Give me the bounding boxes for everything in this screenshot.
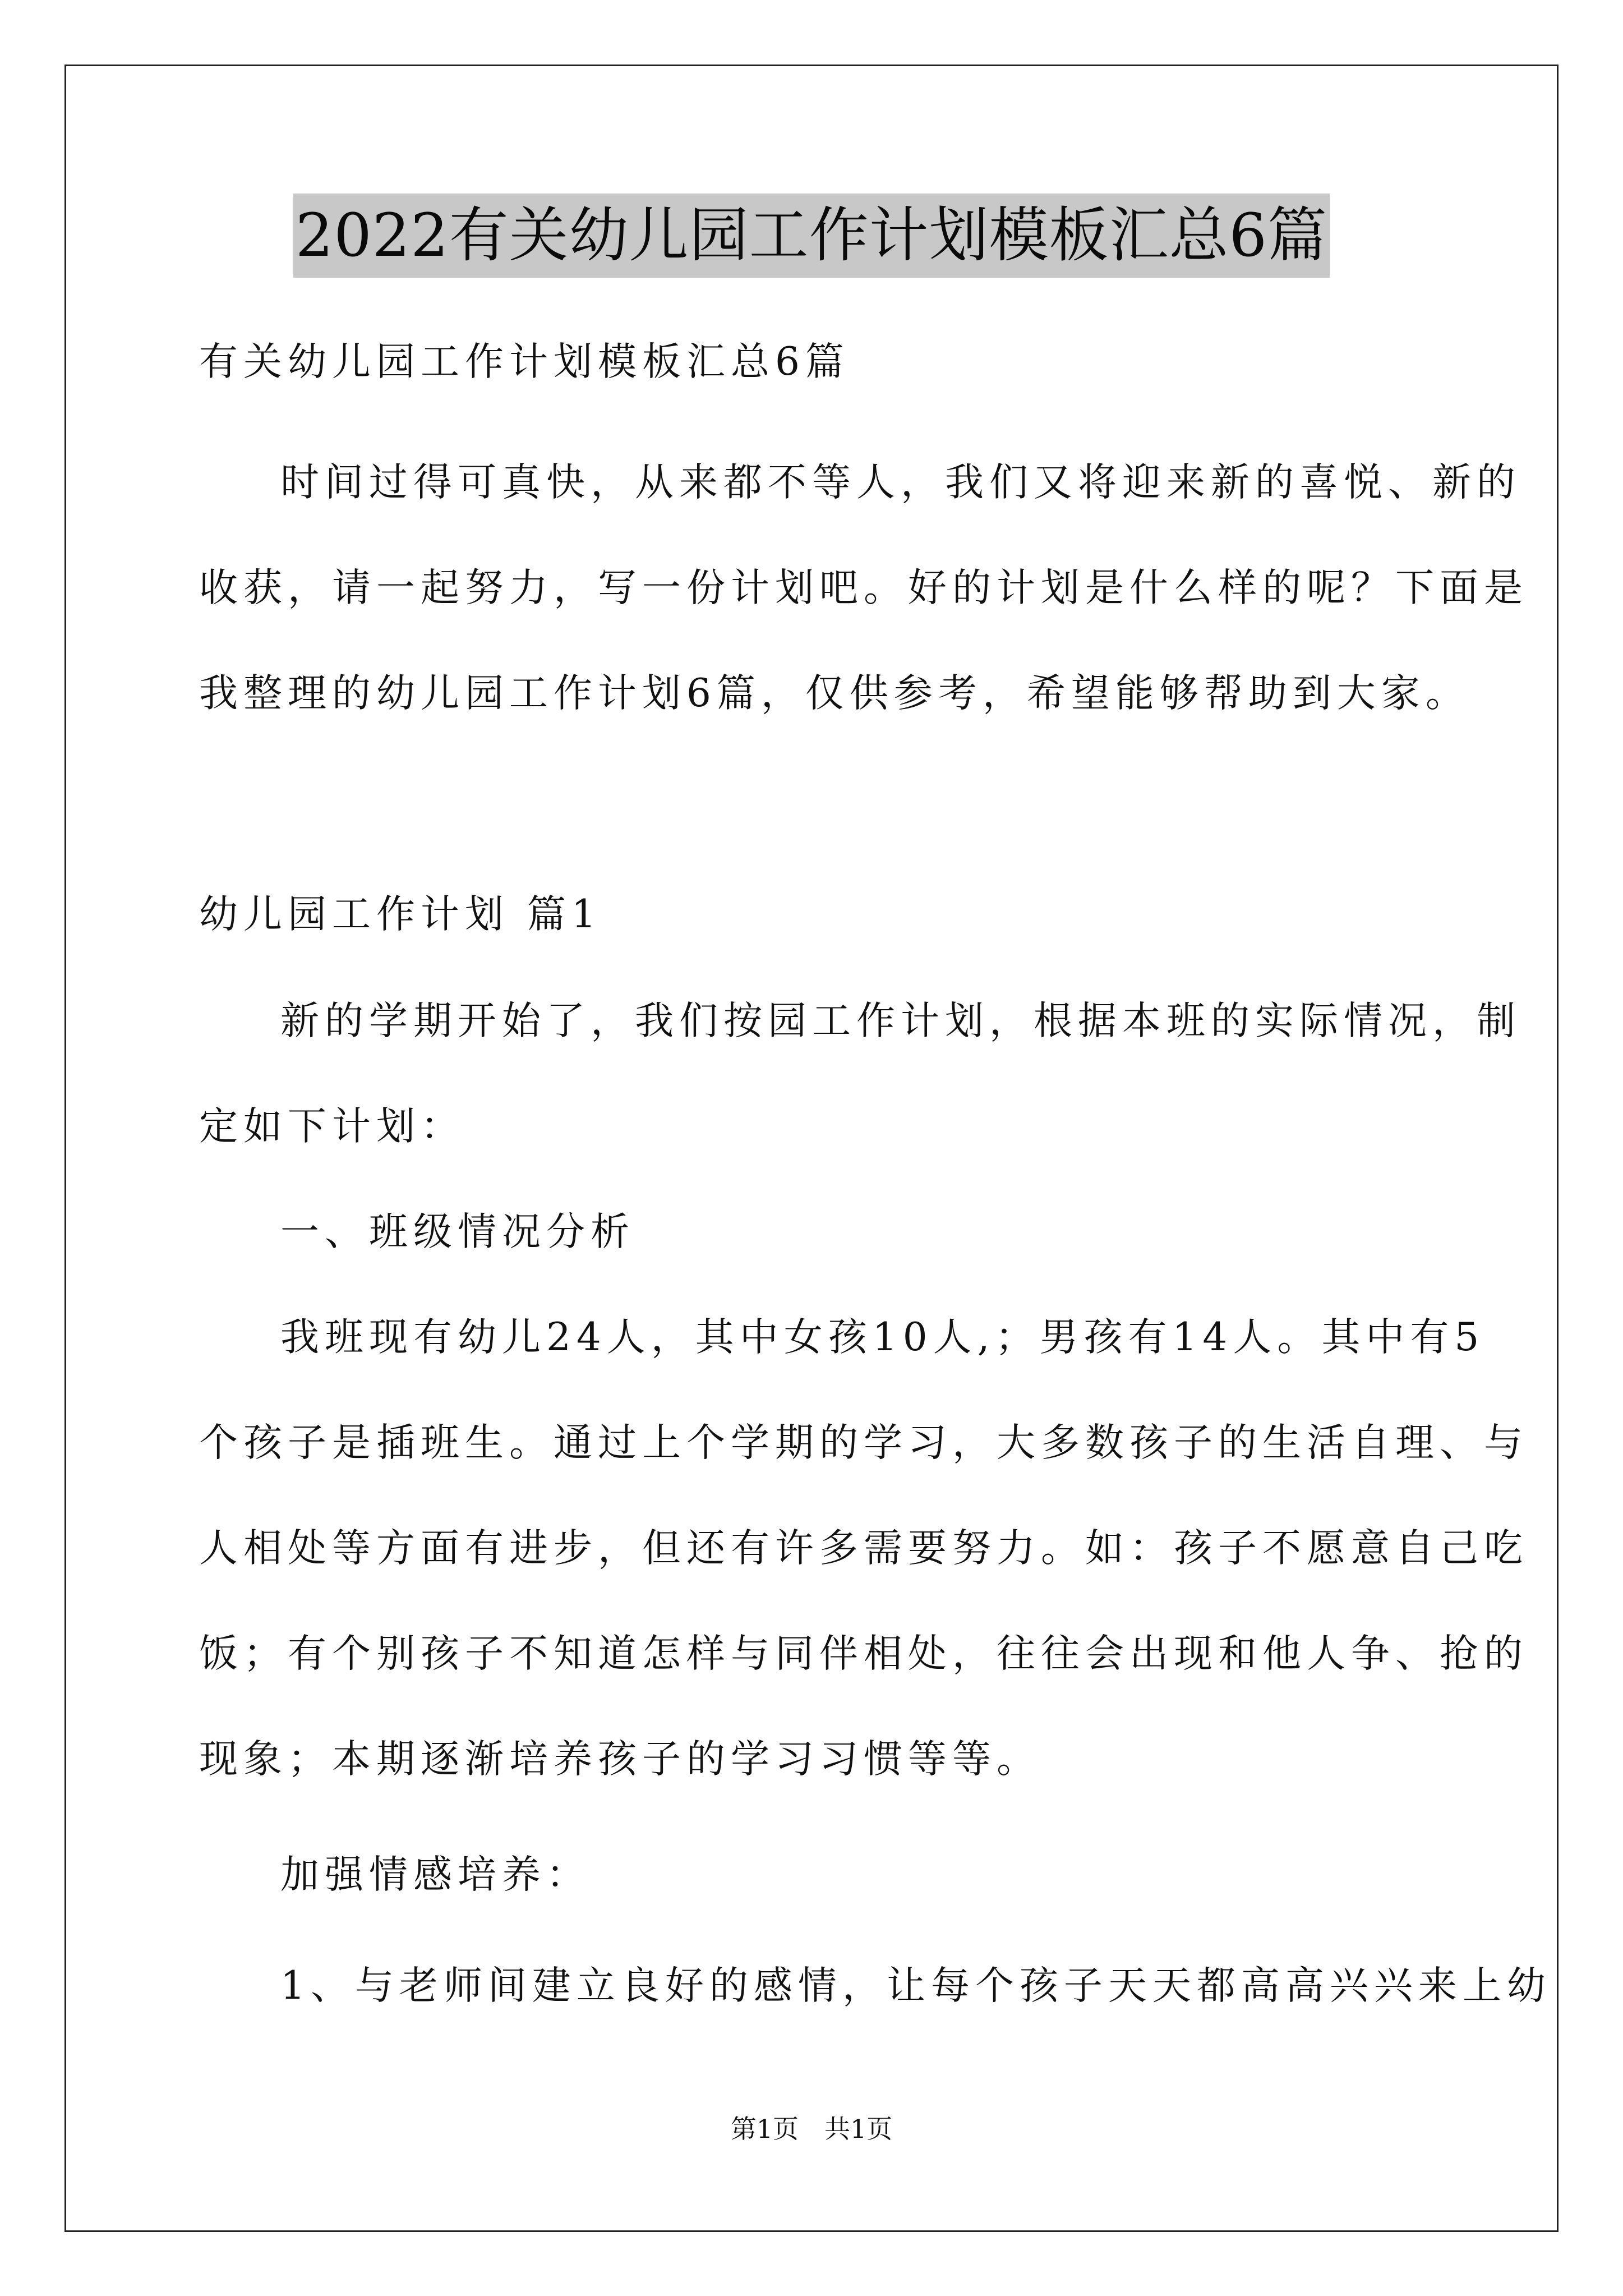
page-number-footer: 第1页 共1页 [730, 2114, 893, 2144]
subsection-heading: 一、班级情况分析 [280, 1209, 635, 1254]
paragraph-line: 现象；本期逐渐培养孩子的学习习惯等等。 [199, 1737, 1041, 1782]
paragraph-line: 我班现有幼儿24人，其中女孩10人,；男孩有14人。其中有5 [280, 1315, 1485, 1360]
paragraph-line: 定如下计划： [199, 1104, 465, 1149]
document-title: 2022有关幼儿园工作计划模板汇总6篇 [293, 194, 1330, 278]
paragraph-line: 个孩子是插班生。通过上个学期的学习，大多数孩子的生活自理、与 [199, 1420, 1528, 1465]
paragraph-line: 人相处等方面有进步，但还有许多需要努力。如：孩子不愿意自己吃 [199, 1526, 1528, 1571]
paragraph-line: 时间过得可真快，从来都不等人，我们又将迎来新的喜悦、新的 [280, 460, 1521, 505]
paragraph-line: 加强情感培养： [280, 1852, 591, 1897]
paragraph-line: 收获，请一起努力，写一份计划吧。好的计划是什么样的呢？下面是 [199, 565, 1528, 610]
paragraph-line: 新的学期开始了，我们按园工作计划，根据本班的实际情况，制 [280, 999, 1521, 1043]
paragraph-line: 1、与老师间建立良好的感情，让每个孩子天天都高高兴兴来上幼 [280, 1963, 1551, 2008]
paragraph-line: 我整理的幼儿园工作计划6篇，仅供参考，希望能够帮助到大家。 [199, 671, 1470, 716]
paragraph-line: 饭；有个别孩子不知道怎样与同伴相处，往往会出现和他人争、抢的 [199, 1631, 1528, 1676]
subtitle-line: 有关幼儿园工作计划模板汇总6篇 [199, 339, 850, 384]
title-container [0, 194, 1623, 278]
section-heading: 幼儿园工作计划 篇1 [199, 892, 602, 937]
